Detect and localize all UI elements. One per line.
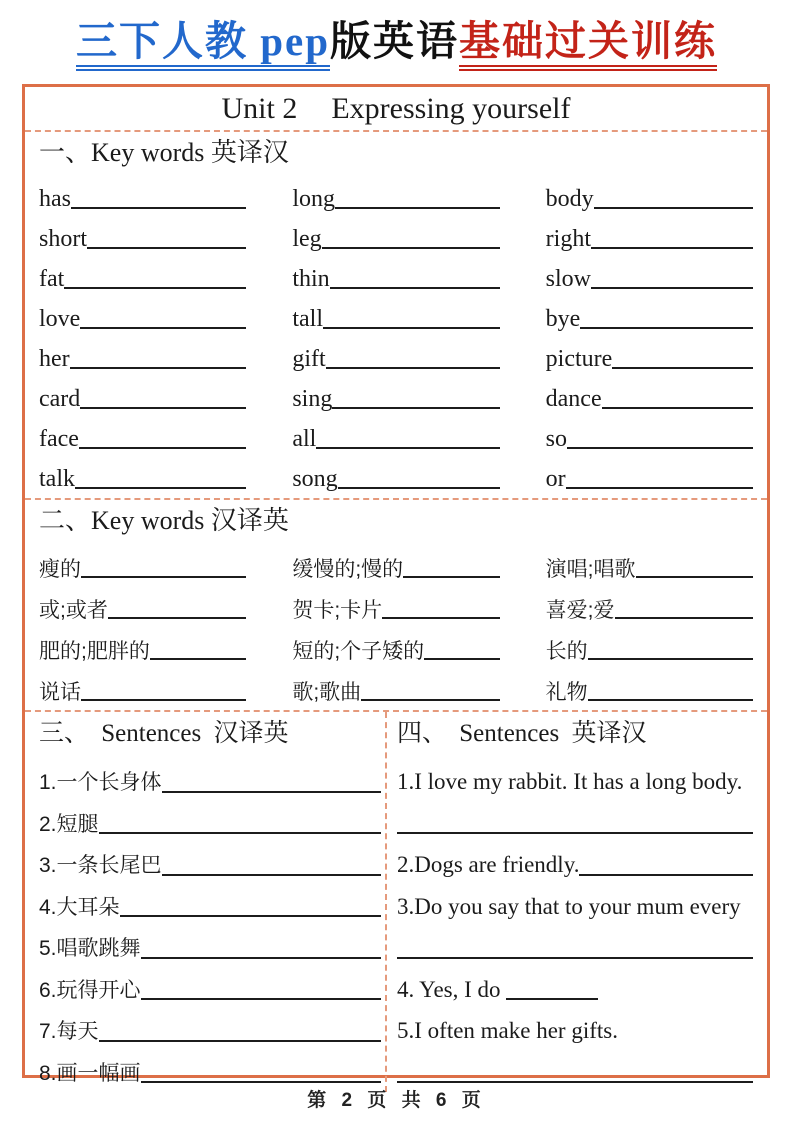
word-blank-item: face bbox=[39, 412, 246, 452]
answer-blank bbox=[588, 658, 753, 660]
page-title-black-part: 版英语 bbox=[330, 18, 460, 64]
word-blank-item: card bbox=[39, 372, 246, 412]
word-blank-item: 缓慢的;慢的 bbox=[292, 540, 499, 581]
answer-blank bbox=[80, 327, 246, 329]
word-blank-item: slow bbox=[546, 252, 753, 292]
section-one-heading: 一、Key words 英译汉 bbox=[39, 138, 289, 167]
answer-blank bbox=[403, 576, 499, 578]
answer-blank bbox=[99, 1040, 381, 1042]
answer-blank bbox=[594, 207, 753, 209]
answer-blank bbox=[591, 247, 753, 249]
sentence-item: 5.I often make her gifts. bbox=[397, 1018, 618, 1044]
word-blank-item: 短的;个子矮的 bbox=[292, 622, 499, 663]
answer-blank bbox=[602, 407, 753, 409]
sentence-item: 5.唱歌跳舞 bbox=[39, 920, 381, 962]
section-four-heading: 四、 Sentences 英译汉 bbox=[397, 720, 647, 747]
sentence-item: 4. Yes, I do bbox=[397, 962, 753, 1004]
answer-blank bbox=[335, 207, 500, 209]
page-title-red-part: 基础过关训练 bbox=[459, 18, 717, 71]
sentence-item: 3.Do you say that to your mum every bbox=[397, 893, 741, 919]
answer-blank bbox=[615, 617, 753, 619]
sentence-item: 2.Dogs are friendly. bbox=[397, 837, 753, 879]
word-grid-cn bbox=[39, 540, 753, 704]
word-blank-item: so bbox=[546, 412, 753, 452]
page-title bbox=[0, 8, 793, 67]
answer-blank bbox=[397, 832, 753, 834]
answer-blank bbox=[588, 699, 753, 701]
sentence-item: 1.一个长身体 bbox=[39, 754, 381, 796]
answer-blank bbox=[322, 247, 500, 249]
answer-blank bbox=[79, 447, 246, 449]
answer-blank bbox=[316, 447, 499, 449]
answer-blank bbox=[397, 957, 753, 959]
word-blank-item: talk bbox=[39, 452, 246, 492]
sentence-item bbox=[397, 920, 753, 962]
word-blank-item: 或;或者 bbox=[39, 581, 246, 622]
word-blank-item: 演唱;唱歌 bbox=[546, 540, 753, 581]
word-blank-item: 喜爱;爱 bbox=[546, 581, 753, 622]
word-blank-item: gift bbox=[292, 332, 499, 372]
section-two-heading: 二、Key words 汉译英 bbox=[39, 506, 289, 535]
answer-blank bbox=[397, 1081, 753, 1083]
answer-blank bbox=[99, 832, 381, 834]
section-key-words-cn-en bbox=[25, 500, 767, 710]
answer-blank bbox=[141, 998, 381, 1000]
answer-blank bbox=[332, 407, 499, 409]
answer-blank bbox=[70, 367, 247, 369]
answer-blank bbox=[636, 576, 753, 578]
answer-blank bbox=[87, 247, 246, 249]
word-blank-item: song bbox=[292, 452, 499, 492]
word-blank-item: 礼物 bbox=[546, 663, 753, 704]
word-blank-item: bye bbox=[546, 292, 753, 332]
answer-blank bbox=[141, 1081, 381, 1083]
sentence-item: 1.I love my rabbit. It has a long body. bbox=[397, 769, 743, 795]
answer-blank bbox=[108, 617, 246, 619]
page-title-blue-part: 三下人教 pep bbox=[76, 18, 330, 71]
worksheet-box bbox=[22, 84, 770, 1085]
word-blank-item: leg bbox=[292, 212, 499, 252]
word-blank-item: 长的 bbox=[546, 622, 753, 663]
word-blank-item: body bbox=[546, 172, 753, 212]
word-blank-item: 说话 bbox=[39, 663, 246, 704]
answer-blank bbox=[567, 447, 753, 449]
answer-blank bbox=[64, 287, 246, 289]
answer-blank bbox=[326, 367, 500, 369]
unit-name: Expressing yourself bbox=[331, 92, 571, 125]
word-blank-item: thin bbox=[292, 252, 499, 292]
unit-title bbox=[25, 87, 767, 130]
word-blank-item: fat bbox=[39, 252, 246, 292]
word-blank-item: dance bbox=[546, 372, 753, 412]
sentence-item: 7.每天 bbox=[39, 1003, 381, 1045]
sentence-item: 4.大耳朵 bbox=[39, 879, 381, 921]
answer-blank bbox=[579, 874, 753, 876]
answer-blank bbox=[323, 327, 500, 329]
answer-blank bbox=[591, 287, 753, 289]
sentence-item bbox=[397, 1045, 753, 1087]
word-blank-item: love bbox=[39, 292, 246, 332]
sentence-item bbox=[397, 796, 753, 838]
word-blank-item: or bbox=[546, 452, 753, 492]
word-blank-item: 贺卡;卡片 bbox=[292, 581, 499, 622]
answer-blank bbox=[330, 287, 500, 289]
word-blank-item: 瘦的 bbox=[39, 540, 246, 581]
answer-blank bbox=[506, 998, 598, 1000]
answer-blank bbox=[81, 699, 246, 701]
section-sentences-cn-en bbox=[25, 712, 385, 1092]
answer-blank bbox=[424, 658, 499, 660]
answer-blank bbox=[382, 617, 499, 619]
answer-blank bbox=[612, 367, 753, 369]
word-grid-en bbox=[39, 172, 753, 492]
section-three-heading: 三、 Sentences 汉译英 bbox=[39, 720, 289, 747]
sentence-item: 6.玩得开心 bbox=[39, 962, 381, 1004]
answer-blank bbox=[81, 576, 246, 578]
answer-blank bbox=[338, 487, 500, 489]
answer-blank bbox=[71, 207, 246, 209]
word-blank-item: all bbox=[292, 412, 499, 452]
word-blank-item: sing bbox=[292, 372, 499, 412]
word-blank-item: her bbox=[39, 332, 246, 372]
sentence-item: 8.画一幅画 bbox=[39, 1045, 381, 1087]
word-blank-item: tall bbox=[292, 292, 499, 332]
sentence-item: 3.一条长尾巴 bbox=[39, 837, 381, 879]
word-blank-item: has bbox=[39, 172, 246, 212]
answer-blank bbox=[361, 699, 499, 701]
sentence-item: 2.短腿 bbox=[39, 796, 381, 838]
answer-blank bbox=[80, 407, 246, 409]
answer-blank bbox=[162, 874, 381, 876]
section-key-words-en-cn bbox=[25, 132, 767, 498]
word-blank-item: short bbox=[39, 212, 246, 252]
sentences-area bbox=[25, 712, 767, 1092]
word-blank-item: long bbox=[292, 172, 499, 212]
word-blank-item: 肥的;肥胖的 bbox=[39, 622, 246, 663]
answer-blank bbox=[162, 791, 381, 793]
word-blank-item: picture bbox=[546, 332, 753, 372]
answer-blank bbox=[120, 915, 381, 917]
answer-blank bbox=[566, 487, 753, 489]
answer-blank bbox=[150, 658, 246, 660]
unit-label: Unit 2 bbox=[221, 92, 298, 125]
section-sentences-en-cn bbox=[385, 712, 767, 1092]
answer-blank bbox=[141, 957, 381, 959]
word-blank-item: right bbox=[546, 212, 753, 252]
answer-blank bbox=[75, 487, 246, 489]
word-blank-item: 歌;歌曲 bbox=[292, 663, 499, 704]
answer-blank bbox=[580, 327, 753, 329]
page-number: 第 2 页 共 6 页 bbox=[307, 1090, 486, 1111]
